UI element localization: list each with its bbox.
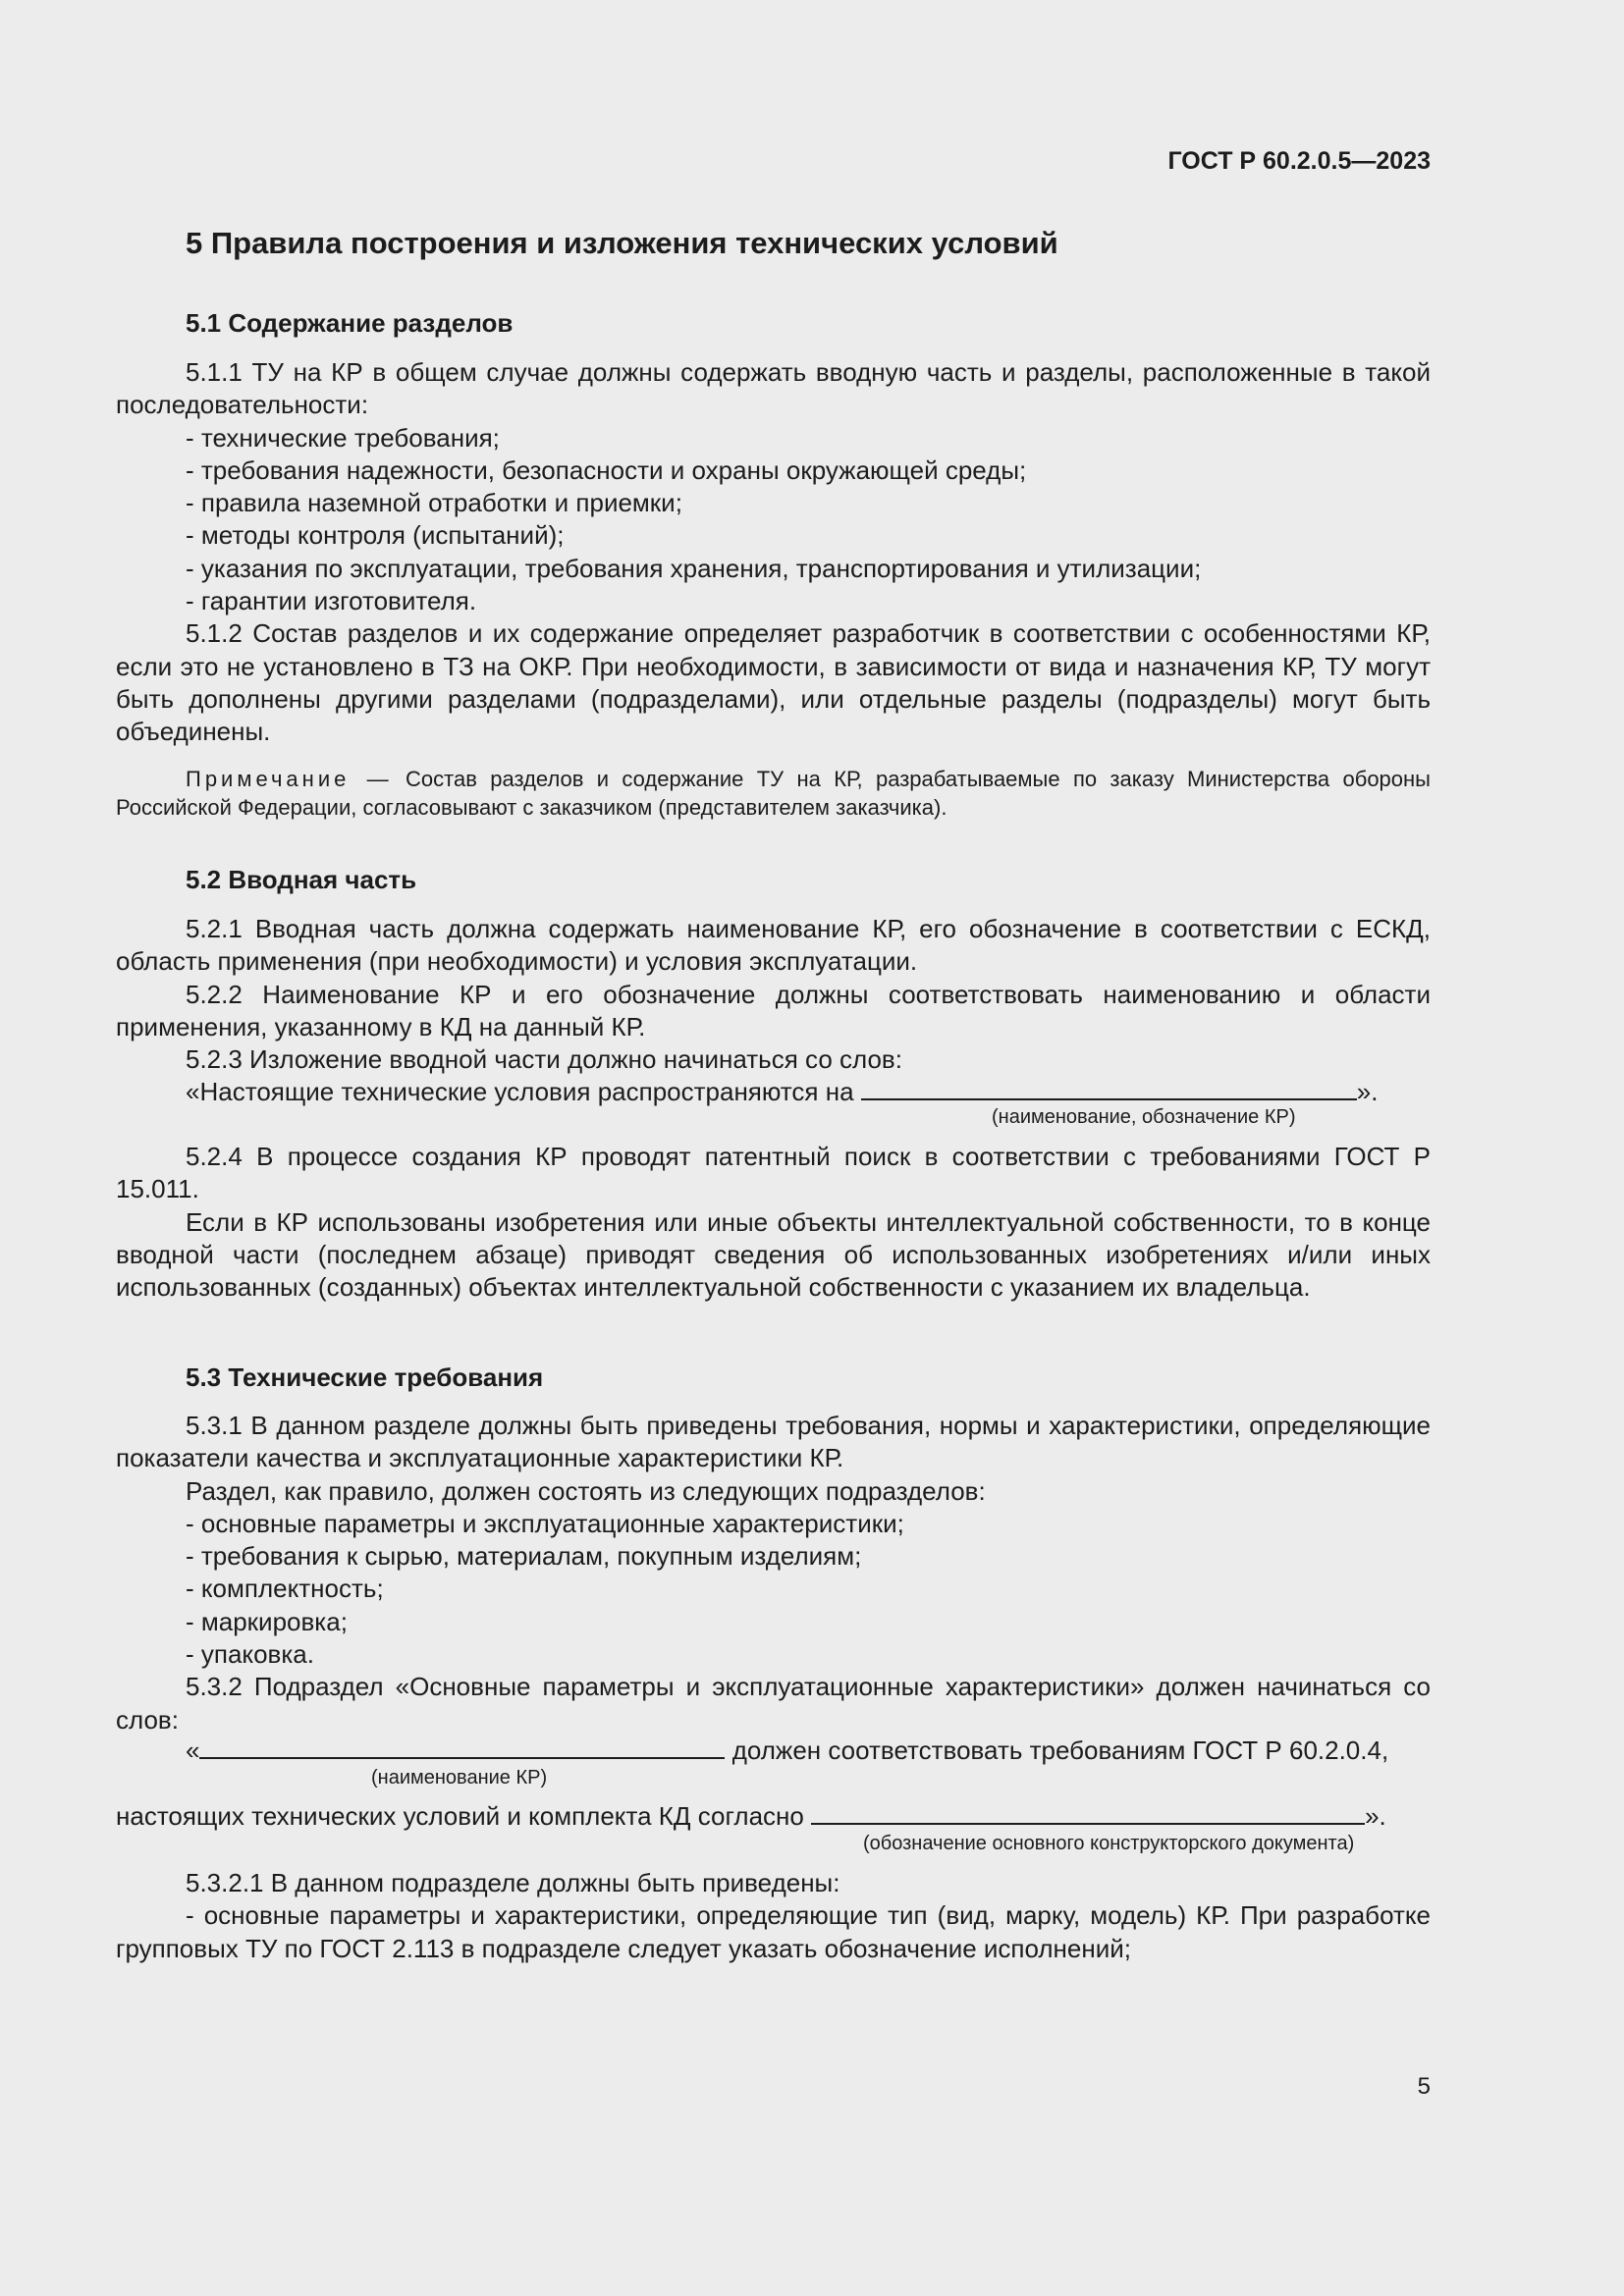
intro-formula-start: «Настоящие технические условия распространяются на — [186, 1077, 854, 1106]
formula-1-caption: (наименование КР) — [371, 1767, 548, 1789]
list-item: - требования к сырью, материалам, покупным изделиям; — [186, 1541, 862, 1572]
list-item: - комплектность; — [186, 1574, 384, 1604]
note-text: Состав разделов и содержание ТУ на КР, разрабатываемые по заказу Министерства обороны Российской Федерации, согласовывают с заказчиком (представителем заказчика). — [116, 767, 1431, 820]
paragraph-ip: Если в КР использованы изобретения или иные объекты интеллектуальной собственности, то в конце вводной части (последнем абзаце) приводят сведения об использованных изобретениях и/или иных использованных (созданных) объектах интеллектуальной собственности с указанием их владельца. — [116, 1206, 1431, 1303]
intro-formula-caption: (наименование, обозначение КР) — [992, 1106, 1296, 1128]
formula-2-end: ». — [1365, 1801, 1386, 1831]
list-item: - методы контроля (испытаний); — [186, 520, 565, 551]
fill-line — [811, 1801, 1365, 1825]
list-item: - технические требования; — [186, 422, 500, 453]
intro-formula-end: ». — [1356, 1077, 1379, 1106]
subsection-title-5-1: 5.1 Содержание разделов — [186, 308, 514, 338]
list-item: - маркировка; — [186, 1606, 348, 1636]
subsection-5-2-body-2 — [116, 1141, 1431, 1304]
list-item: - основные параметры и характеристики, определяющие тип (вид, марку, модель) КР. При разработке групповых ТУ по ГОСТ 2.113 в подразделе следует указать обозначение исполнений; — [116, 1900, 1431, 1963]
list-item: - гарантии изготовителя. — [186, 586, 477, 616]
formula-2-text: настоящих технических условий и комплекта КД согласно — [116, 1801, 804, 1831]
fill-line — [199, 1735, 725, 1759]
subsection-5-3-body-2 — [116, 1867, 1431, 1965]
list-item: - указания по эксплуатации, требования хранения, транспортирования и утилизации; — [186, 553, 1202, 583]
formula-2-caption: (обозначение основного конструкторского документа) — [863, 1833, 1355, 1854]
list-item: - правила наземной отработки и приемки; — [186, 488, 682, 518]
fill-line — [861, 1077, 1357, 1100]
formula-1-text: должен соответствовать требованиям ГОСТ Р 60.2.0.4, — [731, 1735, 1389, 1765]
paragraph-5-2-2: 5.2.2 Наименование КР и его обозначение должны соответствовать наименованию и области применения, указанному в КД на данный КР. — [116, 979, 1431, 1041]
list-item: - требования надежности, безопасности и охраны окружающей среды; — [186, 454, 1027, 485]
formula-1-line — [186, 1735, 1388, 1767]
note — [116, 765, 1431, 822]
subsection-title-5-3: 5.3 Технические требования — [186, 1362, 544, 1392]
paragraph-5-2-4: 5.2.4 В процессе создания КР проводят патентный поиск в соответствии с требованиями ГОСТ Р 15.011. — [116, 1142, 1431, 1204]
paragraph-5-1-2: 5.1.2 Состав разделов и их содержание определяет разработчик в соответствии с особенностями КР, если это не установлено в ТЗ на ОКР. При необходимости, в зависимости от вида и назначения КР, ТУ могут быть дополнены другими разделами (подразделами), или отдельные разделы (подразделы) могут быть объединены. — [116, 618, 1431, 747]
list-item: - упаковка. — [186, 1639, 314, 1670]
list-item: - основные параметры и эксплуатационные характеристики; — [186, 1508, 904, 1538]
document-header: ГОСТ Р 60.2.0.5—2023 — [1167, 147, 1431, 175]
section-title: 5 Правила построения и изложения технических условий — [186, 226, 1058, 260]
subsection-title-5-2: 5.2 Вводная часть — [186, 865, 417, 894]
note-label: Примечание — — [186, 767, 393, 791]
paragraph-5-3-1: 5.3.1 В данном разделе должны быть приведены требования, нормы и характеристики, определяющие показатели качества и эксплуатационные характеристики КР. — [116, 1411, 1431, 1473]
paragraph-5-3-2-1: 5.3.2.1 В данном подразделе должны быть приведены: — [186, 1868, 840, 1897]
paragraph-5-2-3: 5.2.3 Изложение вводной части должно начинаться со слов: — [186, 1044, 902, 1075]
intro-formula-line — [186, 1076, 1378, 1108]
subsection-5-1-body — [116, 356, 1431, 749]
formula-1-open: « — [186, 1735, 200, 1765]
subsection-5-2-body — [116, 913, 1431, 1076]
paragraph-5-1-1: 5.1.1 ТУ на КР в общем случае должны содержать вводную часть и разделы, расположенные в такой последовательности: — [116, 357, 1431, 420]
paragraph-5-3-2: 5.3.2 Подраздел «Основные параметры и эксплуатационные характеристики» должен начинаться со слов: — [116, 1672, 1431, 1735]
paragraph-5-2-1: 5.2.1 Вводная часть должна содержать наименование КР, его обозначение в соответствии с ЕСКД, область применения (при необходимости) и условия эксплуатации. — [116, 914, 1431, 977]
page-number: 5 — [1417, 2073, 1431, 2100]
paragraph-subsections: Раздел, как правило, должен состоять из следующих подразделов: — [186, 1475, 986, 1506]
subsection-5-3-body — [116, 1410, 1431, 1736]
formula-2-line — [116, 1800, 1386, 1833]
